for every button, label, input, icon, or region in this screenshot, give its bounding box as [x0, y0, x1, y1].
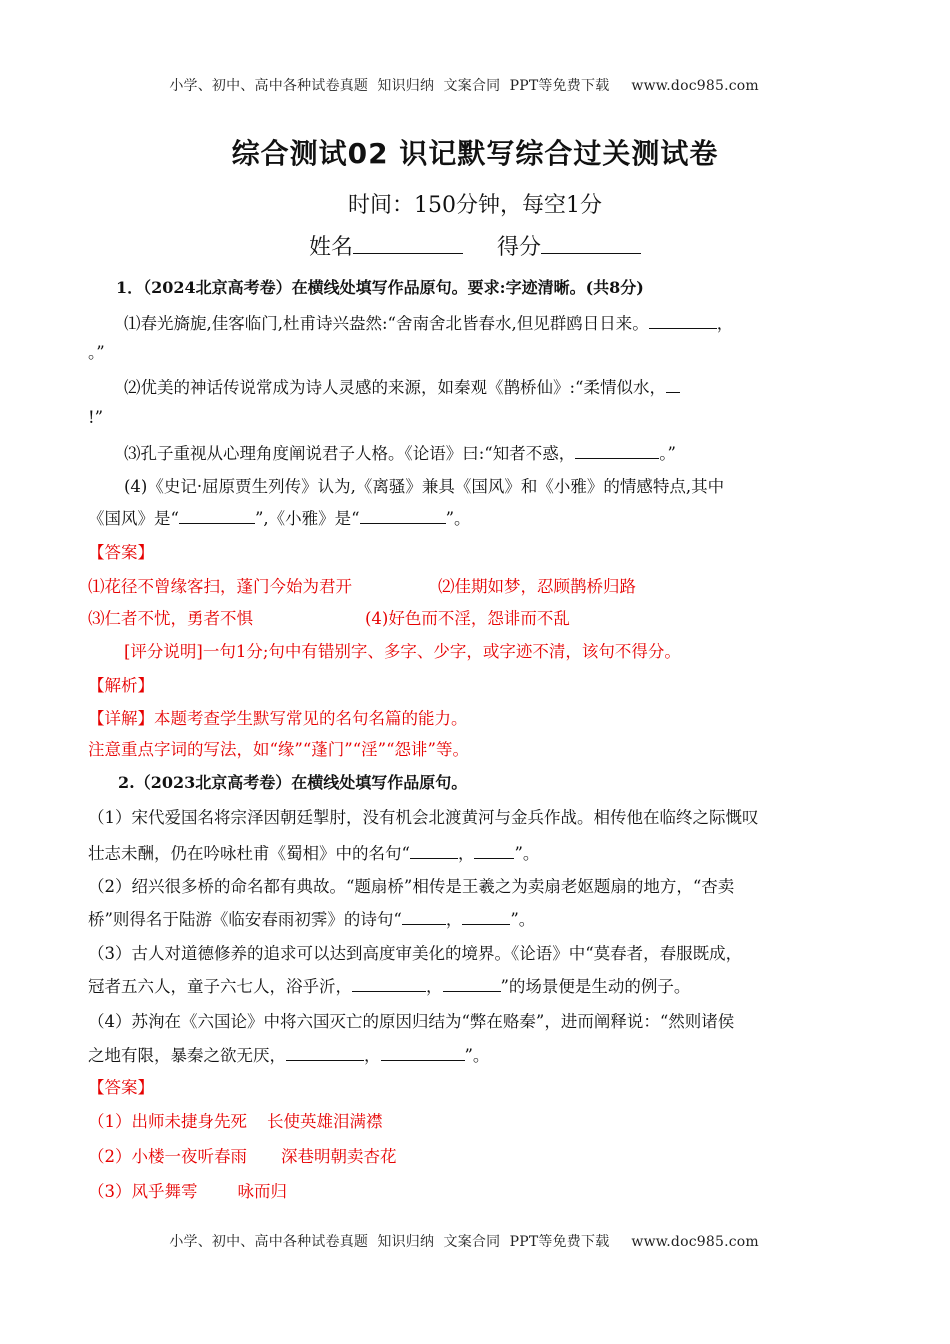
q1-analysis-label: 【解析】	[88, 676, 154, 695]
q1-detail: 【详解】本题考查学生默写常见的名句名篇的能力。	[88, 709, 468, 728]
q2-heading: 2.（2023北京高考卷）在横线处填写作品原句。	[118, 773, 468, 792]
q1-blank-2	[666, 377, 680, 393]
q2-answer-label: 【答案】	[88, 1078, 154, 1097]
page-footer	[160, 1215, 759, 1251]
q1-blank-1	[649, 313, 717, 329]
q2-item2-line2: 桥”则得名于陆游《临安春雨初霁》的诗句“ ， ”。	[88, 910, 536, 929]
time-line: 时间：150分钟，每空1分	[348, 193, 602, 218]
q1-item1-line1: ⑴春光旖旎,佳客临门,杜甫诗兴盎然:“舍南舍北皆春水,但见群鸥日日来。 ，	[124, 314, 734, 333]
q1-blank-4	[179, 508, 255, 524]
q1-item3: ⑶孔子重视从心理角度阐说君子人格。《论语》曰:“知者不惑， 。”	[124, 444, 676, 463]
q1-item4-line2: 《国风》是“ ”,《小雅》是“ ”。	[88, 509, 471, 528]
q1-item2-line2: !”	[88, 408, 104, 427]
q2-item4-line2: 之地有限，暴秦之欲无厌， ， ”。	[88, 1046, 490, 1065]
q2-blank-5	[352, 976, 426, 992]
q2-blank-1	[410, 843, 458, 859]
q1-answer-3: ⑶仁者不忧，勇者不惧	[88, 609, 253, 628]
q2-item1-line2: 壮志未酬，仍在吟咏杜甫《蜀相》中的名句“ ， ”。	[88, 844, 540, 863]
q1-item1-line2: 。”	[88, 343, 105, 362]
q1-answer-1: ⑴花径不曾缘客扫，蓬门今始为君开	[88, 577, 352, 596]
q1-hint: 注意重点字词的写法，如“缘”“蓬门”“淫”“怨诽”等。	[88, 740, 469, 759]
q1-item2-line1: ⑵优美的神话传说常成为诗人灵感的来源，如秦观《鹊桥仙》:“柔情似水，	[124, 377, 680, 399]
q1-answer-4: (4)好色而不淫，怨诽而不乱	[365, 609, 570, 628]
q2-answer-2: （2）小楼一夜听春雨 深巷明朝卖杏花	[88, 1147, 397, 1166]
q2-answer-3: （3）风乎舞雩 咏而归	[88, 1182, 287, 1201]
q2-blank-8	[381, 1045, 465, 1061]
q2-blank-4	[462, 909, 510, 925]
page-header	[160, 59, 759, 95]
q1-answer-2: ⑵佳期如梦，忍顾鹊桥归路	[438, 577, 636, 596]
q1-scoring-note: [评分说明]一句1分;句中有错别字、多字、少字，或字迹不清，该句不得分。	[124, 642, 681, 661]
footer-url: www.doc985.com	[631, 1234, 759, 1250]
q2-blank-7	[286, 1045, 364, 1061]
q2-item4-line1: （4）苏洵在《六国论》中将六国灭亡的原因归结为“弊在赂秦”，进而阐释说：“然则诸侯	[88, 1012, 735, 1031]
header-url: www.doc985.com	[631, 78, 759, 94]
q2-item3-line2: 冠者五六人，童子六七人，浴乎沂， ， ”的场景便是生动的例子。	[88, 977, 691, 996]
score-label: 得分	[497, 235, 542, 260]
q1-answer-label: 【答案】	[88, 543, 154, 562]
q2-blank-6	[443, 976, 501, 992]
page-title: 综合测试02 识记默写综合过关测试卷	[231, 137, 719, 170]
q2-item2-line1: （2）绍兴很多桥的命名都有典故。“题扇桥”相传是王羲之为卖扇老妪题扇的地方，“杏卖	[88, 877, 735, 896]
q1-blank-5	[360, 508, 446, 524]
q1-item4-line1: (4)《史记·屈原贾生列传》认为,《离骚》兼具《国风》和《小雅》的情感特点,其中	[124, 477, 725, 496]
q2-item3-line1: （3）古人对道德修养的追求可以达到高度审美化的境界。《论语》中“莫春者，春服既成，	[88, 944, 743, 963]
footer-text: 小学、初中、高中各种试卷真题 知识归纳 文案合同 PPT等免费下载	[169, 1234, 610, 1250]
header-text: 小学、初中、高中各种试卷真题 知识归纳 文案合同 PPT等免费下载	[169, 78, 610, 94]
q2-answer-1: （1）出师未捷身先死 长使英雄泪满襟	[88, 1112, 383, 1131]
q2-blank-3	[402, 909, 446, 925]
q1-heading: 1．（2024北京高考卷）在横线处填写作品原句。要求:字迹清晰。(共8分)	[116, 278, 644, 297]
q2-item1-line1: （1）宋代爱国名将宗泽因朝廷掣肘，没有机会北渡黄河与金兵作战。相传他在临终之际慨叹	[88, 808, 759, 827]
q2-blank-2	[474, 843, 514, 859]
score-blank	[541, 238, 641, 254]
name-blank	[353, 238, 463, 254]
name-label: 姓名	[308, 235, 353, 260]
q1-blank-3	[575, 443, 659, 459]
name-score-line	[0, 230, 950, 261]
